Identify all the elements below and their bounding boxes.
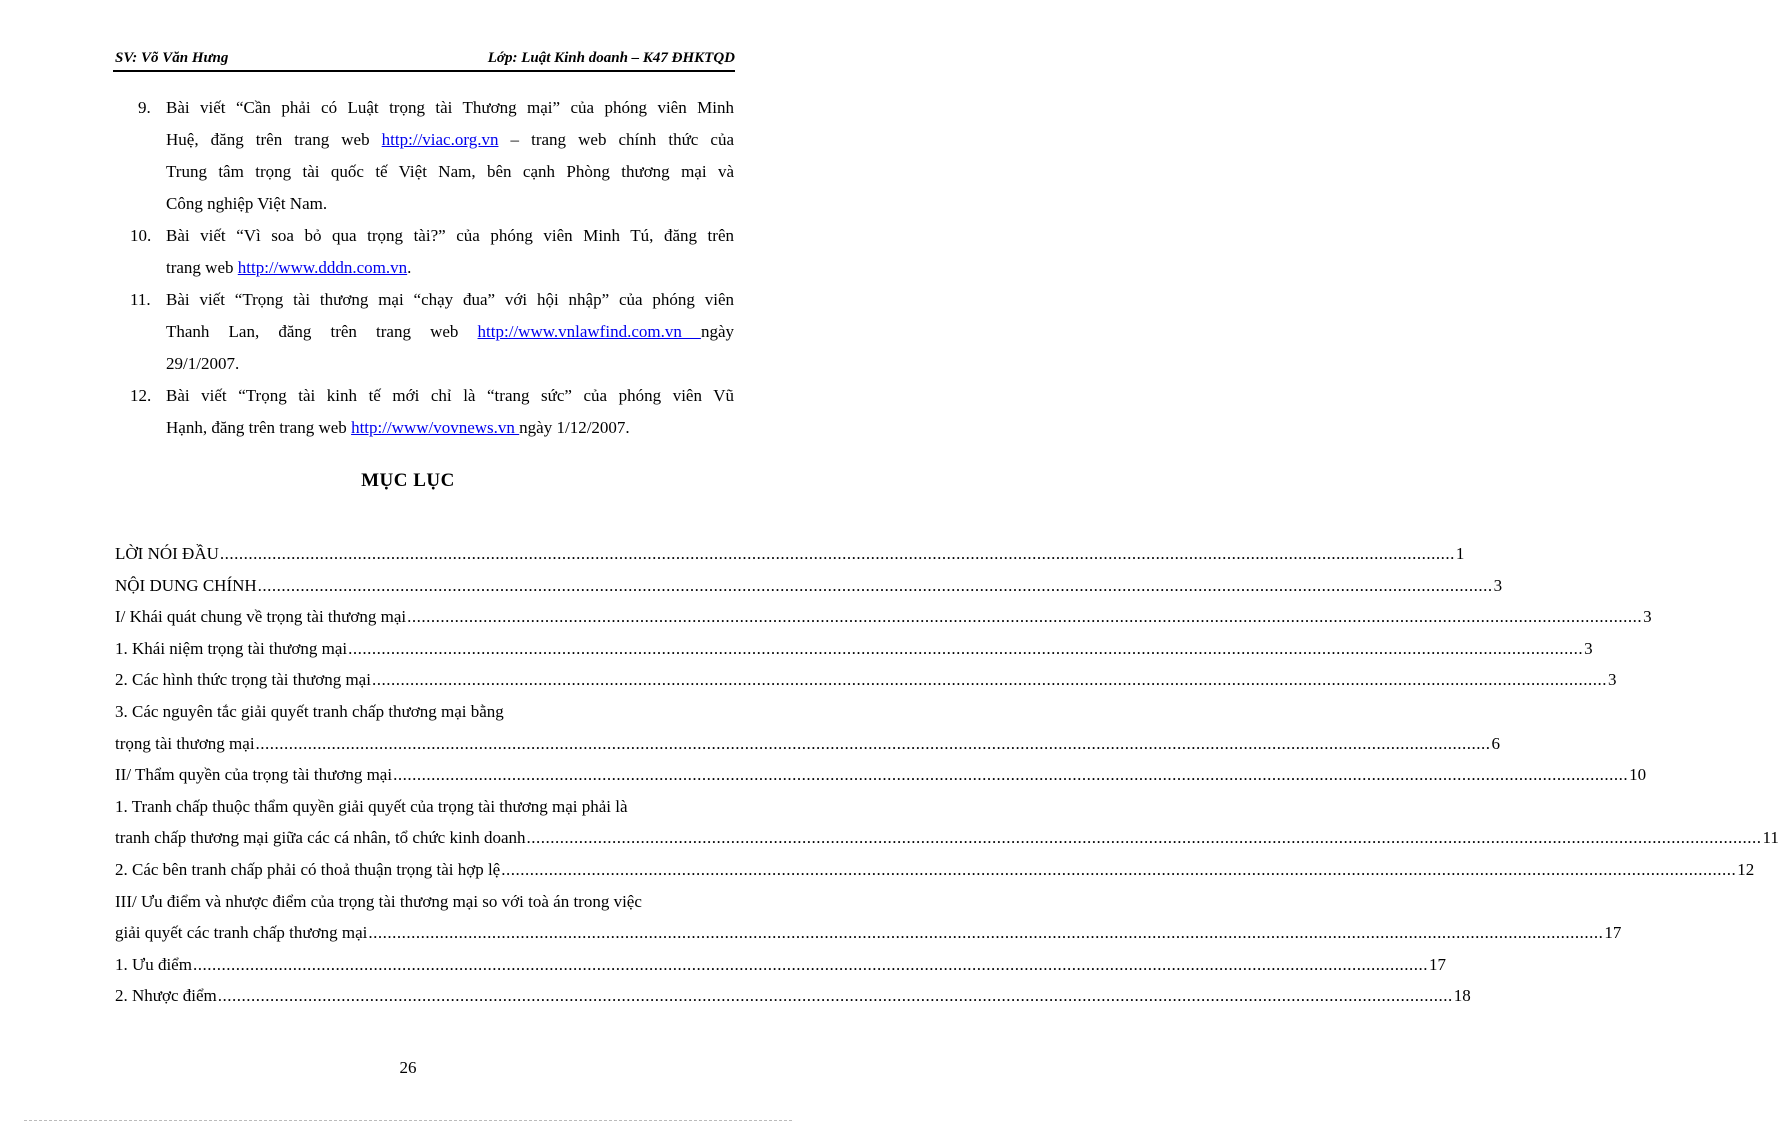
toc-entry[interactable] xyxy=(115,982,1471,1006)
toc-entry-label: III/ Ưu điểm và nhược điểm của trọng tài thương mại so với toà án trong việc xyxy=(115,891,642,911)
toc-entry-label: II/ Thẩm quyền của trọng tài thương mại xyxy=(115,765,393,785)
toc-entry[interactable] xyxy=(115,793,718,817)
toc-entry-label: 2. Nhược điểm xyxy=(115,986,217,1006)
page-number: 26 xyxy=(399,1058,417,1077)
toc-leader-dots: .................................................................................................................................................................................................................................................................... xyxy=(217,986,1453,1006)
toc-leader-dots: .................................................................................................................................................................................................................................................................... xyxy=(348,638,1584,658)
toc-entry[interactable] xyxy=(115,856,1755,880)
reference-link[interactable]: http://www.vnlawfind.com.vn xyxy=(477,322,701,341)
reference-line: Bài viết “Trọng tài thương mại “chạy đua” với hội nhập” của phóng viên xyxy=(166,290,734,309)
toc-entry-label: 2. Các bên tranh chấp phải có thoả thuận trọng tài hợp lệ xyxy=(115,860,501,879)
reference-number: 9. xyxy=(138,98,151,117)
reference-number: 10. xyxy=(130,226,152,245)
toc-entry[interactable] xyxy=(115,761,1647,785)
toc-leader-dots: .................................................................................................................................................................................................................................................................... xyxy=(255,733,1491,753)
toc-entry-page: 17 xyxy=(1604,923,1622,943)
reference-number: 12. xyxy=(130,386,152,405)
toc-entry-page: 12 xyxy=(1737,860,1755,879)
reference-link[interactable]: http://viac.org.vn xyxy=(381,130,499,149)
reference-line: Thanh Lan, đăng trên trang web http://www.vnlawfind.com.vn ngày xyxy=(166,322,735,341)
toc-entry[interactable] xyxy=(115,730,1501,754)
toc-leader-dots: .................................................................................................................................................................................................................................................................... xyxy=(257,575,1493,595)
toc-entry[interactable] xyxy=(115,888,718,912)
reference-line: Bài viết “Vì soa bỏ qua trọng tài?” của phóng viên Minh Tú, đăng trên xyxy=(166,226,734,245)
toc-entry-page: 10 xyxy=(1629,765,1647,785)
header-class-name: Lớp: Luật Kinh doanh – K47 ĐHKTQD xyxy=(487,50,735,66)
toc-entry[interactable] xyxy=(115,572,1503,596)
page-bottom-edge xyxy=(24,1120,792,1121)
toc-entry-page: 6 xyxy=(1491,733,1501,753)
toc-entry[interactable] xyxy=(115,666,1617,690)
reference-line: Trung tâm trọng tài quốc tế Việt Nam, bên cạnh Phòng thương mại và xyxy=(166,162,734,181)
reference-line: Hạnh, đăng trên trang web http://www/vovnews.vn ngày 1/12/2007. xyxy=(166,418,630,437)
toc-entry[interactable] xyxy=(115,540,1465,564)
toc-entry[interactable] xyxy=(115,919,1622,943)
header-student-name: SV: Võ Văn Hưng xyxy=(115,50,229,66)
toc-leader-dots: .................................................................................................................................................................................................................................................................... xyxy=(393,765,1629,785)
reference-item xyxy=(130,284,735,380)
toc-entry-label: I/ Khái quát chung về trọng tài thương mại xyxy=(115,607,407,627)
toc-leader-dots: .................................................................................................................................................................................................................................................................... xyxy=(219,544,1455,563)
toc-entry-label: tranh chấp thương mại giữa các cá nhân, tổ chức kinh doanh xyxy=(115,828,526,848)
reference-list xyxy=(130,92,735,444)
toc-entry-label: 1. Khái niệm trọng tài thương mại xyxy=(115,638,348,658)
toc-entry[interactable] xyxy=(115,635,1593,659)
reference-line: 29/1/2007. xyxy=(166,354,240,373)
toc-leader-dots: .................................................................................................................................................................................................................................................................... xyxy=(526,828,1762,848)
toc-entry[interactable] xyxy=(115,824,1779,848)
toc-leader-dots: .................................................................................................................................................................................................................................................................... xyxy=(501,860,1737,879)
toc-entry-label: trọng tài thương mại xyxy=(115,733,255,753)
toc-entry-page: 3 xyxy=(1493,575,1503,595)
toc-entry[interactable] xyxy=(115,951,1446,975)
reference-link[interactable]: http://www.dddn.com.vn xyxy=(237,258,408,277)
toc-leader-dots: .................................................................................................................................................................................................................................................................... xyxy=(407,607,1643,627)
toc-entry-label: 1. Tranh chấp thuộc thẩm quyền giải quyết của trọng tài thương mại phải là xyxy=(115,796,628,816)
reference-link[interactable]: http://www/vovnews.vn xyxy=(351,418,520,437)
reference-line: Bài viết “Trọng tài kinh tế mới chỉ là “trang sức” của phóng viên Vũ xyxy=(166,386,734,405)
reference-line: Bài viết “Cần phải có Luật trọng tài Thương mại” của phóng viên Minh xyxy=(166,98,734,117)
toc-entry-page: 11 xyxy=(1762,828,1779,848)
toc-entry-page: 3 xyxy=(1607,670,1617,690)
reference-line: trang web http://www.dddn.com.vn. xyxy=(166,258,412,277)
toc-entry-label: 1. Ưu điểm xyxy=(115,954,192,974)
toc-leader-dots: .................................................................................................................................................................................................................................................................... xyxy=(368,923,1604,943)
toc-entry-label: 3. Các nguyên tắc giải quyết tranh chấp thương mại bằng xyxy=(115,702,504,721)
reference-item xyxy=(130,220,734,284)
toc-entry-label: NỘI DUNG CHÍNH xyxy=(115,575,257,595)
toc-leader-dots: .................................................................................................................................................................................................................................................................... xyxy=(192,954,1428,974)
toc-entry[interactable] xyxy=(115,698,718,722)
toc-entry-page: 18 xyxy=(1453,986,1471,1006)
toc-entry[interactable] xyxy=(115,603,1652,627)
reference-line: Huệ, đăng trên trang web http://viac.org.vn – trang web chính thức của xyxy=(166,130,734,149)
toc-title: MỤC LỤC xyxy=(361,470,455,491)
toc-entry-page: 3 xyxy=(1643,607,1652,627)
toc-entry-page: 17 xyxy=(1428,954,1446,974)
reference-line: Công nghiệp Việt Nam. xyxy=(166,194,328,213)
toc-entry-label: LỜI NÓI ĐẦU xyxy=(115,544,219,563)
reference-item xyxy=(130,380,734,444)
toc-entry-page: 3 xyxy=(1584,638,1593,658)
toc-entry-label: giải quyết các tranh chấp thương mại xyxy=(115,923,368,943)
page-header xyxy=(113,50,735,72)
toc-entry-label: 2. Các hình thức trọng tài thương mại xyxy=(115,670,371,690)
toc-entry-page: 1 xyxy=(1455,544,1465,563)
reference-number: 11. xyxy=(130,290,151,309)
toc-leader-dots: .................................................................................................................................................................................................................................................................... xyxy=(371,670,1607,690)
reference-item xyxy=(138,92,734,220)
